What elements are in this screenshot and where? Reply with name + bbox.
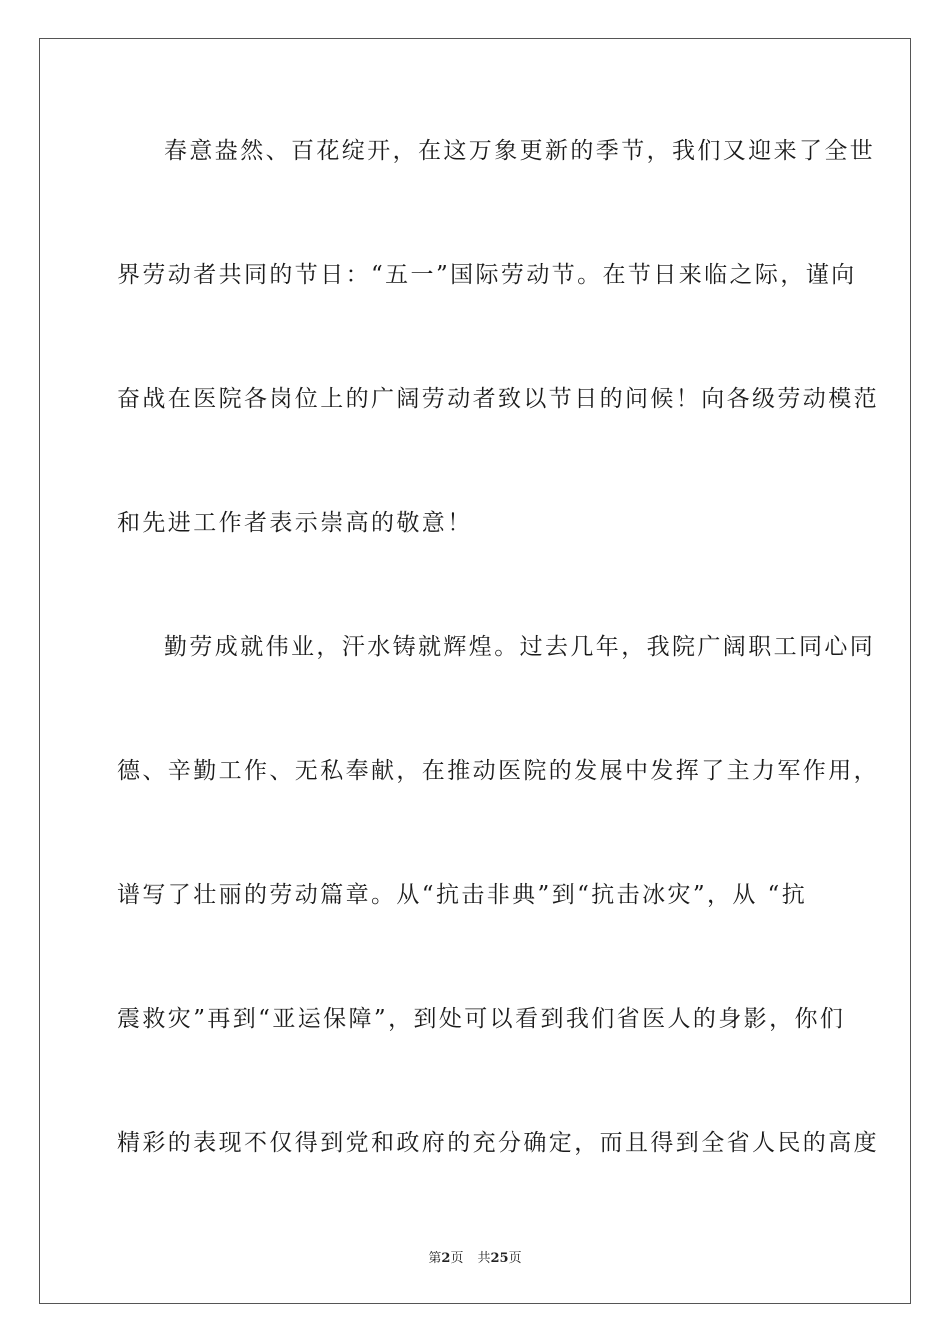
page-prefix: 第 (428, 1251, 442, 1266)
total-pages: 25 (490, 1251, 509, 1266)
page-number: 2 (441, 1251, 451, 1266)
total-suffix: 页 (508, 1251, 522, 1266)
paragraph-2-line-3: 谱写了壮丽的劳动篇章。从“抗击非典”到“抗击冰灾”，从 “抗 (117, 882, 808, 908)
paragraph-1-line-3: 奋战在医院各岗位上的广阔劳动者致以节日的问候！向各级劳动模范 (117, 386, 879, 412)
page-border (39, 38, 911, 1304)
paragraph-2-line-4: 震救灾”再到“亚运保障”，到处可以看到我们省医人的身影，你们 (117, 1006, 846, 1032)
paragraph-2-line-2: 德、辛勤工作、无私奉献，在推动医院的发展中发挥了主力军作用， (117, 758, 879, 784)
total-prefix: 共 (477, 1251, 491, 1266)
page-label (428, 1247, 463, 1266)
paragraph-2-line-1: 勤劳成就伟业，汗水铸就辉煌。过去几年，我院广阔职工同心同 (164, 634, 876, 660)
paragraph-2-line-5: 精彩的表现不仅得到党和政府的充分确定，而且得到全省人民的高度 (117, 1130, 879, 1156)
paragraph-1-line-2: 界劳动者共同的节日：“五一”国际劳动节。在节日来临之际，谨向 (117, 262, 857, 288)
paragraph-1-line-1: 春意盎然、百花绽开，在这万象更新的季节，我们又迎来了全世 (164, 138, 876, 164)
page-footer (0, 1247, 950, 1266)
paragraph-1-line-4: 和先进工作者表示崇高的敬意！ (117, 510, 473, 536)
total-pages-label (477, 1247, 521, 1266)
page-suffix: 页 (450, 1251, 464, 1266)
